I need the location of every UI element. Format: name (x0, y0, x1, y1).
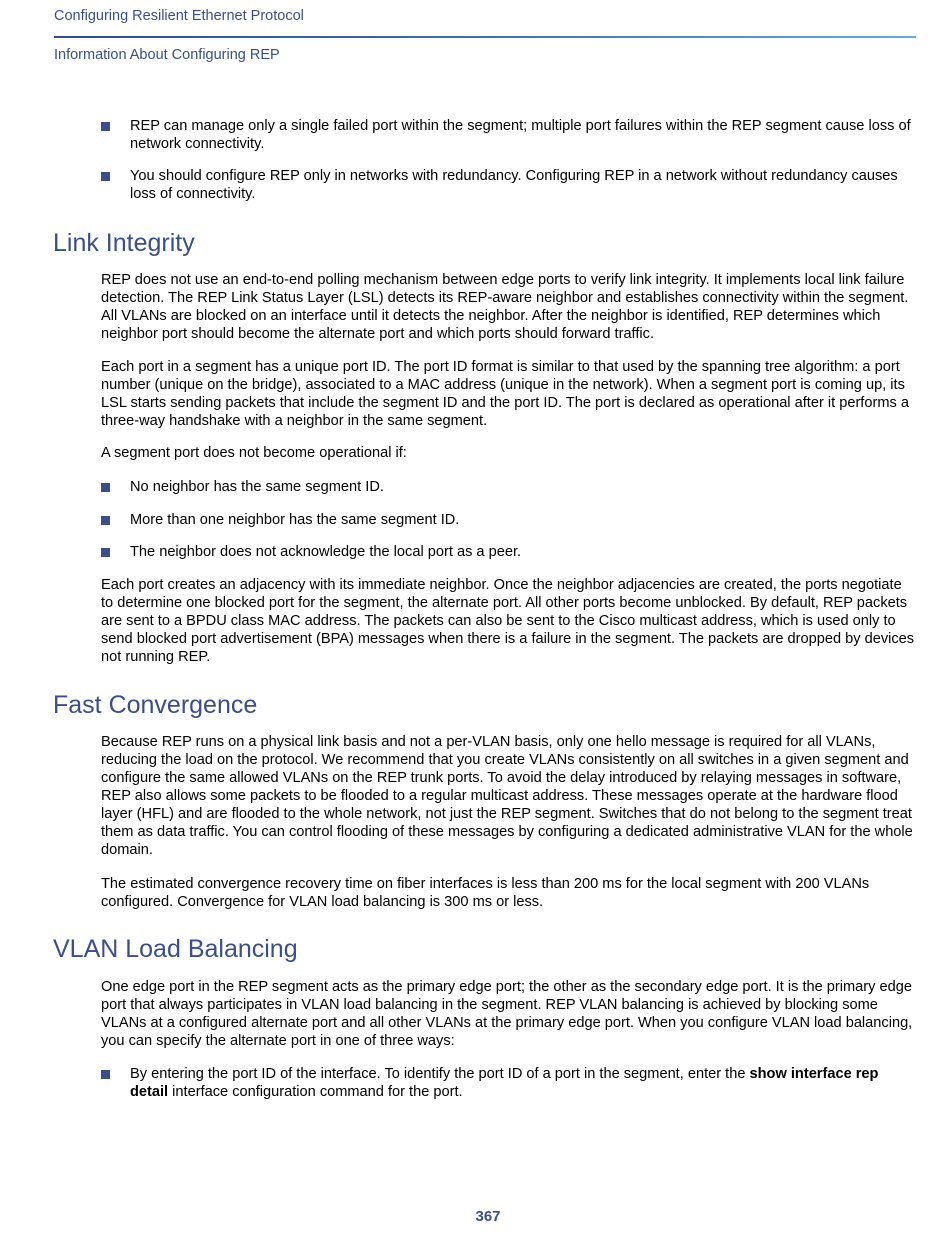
bullet-square-icon (101, 548, 110, 557)
list-item-text: REP can manage only a single failed port within the segment; multiple port failures within the REP segment cause loss of network connectivity. (130, 118, 911, 152)
paragraph: The estimated convergence recovery time on fiber interfaces is less than 200 ms for the local segment with 200 VLANs configured. Convergence for VLAN load balancing is 300 ms or less. (101, 876, 870, 910)
list-item-text: You should configure REP only in networks with redundancy. Configuring REP in a network without redundancy causes loss of connectivity. (130, 168, 898, 202)
command-name: show interface rep detail (130, 1066, 879, 1100)
paragraph: Each port creates an adjacency with its immediate neighbor. Once the neighbor adjacencies are created, the ports negotiate to determine one blocked port for the segment, the alternate port. All other ports become unblocked. By default, REP packets are sent to a BPDU class MAC address. The packets can also be sent to the Cisco multicast address, which is used only to send blocked port advertisement (BPA) messages when there is a failure in the segment. The packets are dropped by devices not running REP. (101, 577, 915, 665)
heading-link-integrity: Link Integrity (53, 229, 195, 257)
list-item (101, 1065, 913, 1101)
paragraph: Each port in a segment has a unique port ID. The port ID format is similar to that used by the spanning tree algorithm: a port number (unique on the bridge), associated to a MAC address (unique in the network). When a segment port is coming up, its LSL starts sending packets that include the segment ID and the port ID. The port is declared as operational after it performs a three-way handshake with a neighbor in the same segment. (101, 359, 909, 429)
chapter-title: Configuring Resilient Ethernet Protocol (54, 8, 304, 24)
paragraph: One edge port in the REP segment acts as the primary edge port; the other as the secondary edge port. It is the primary edge port that always participates in VLAN load balancing in the segment. REP VLAN balancing is achieved by blocking some VLANs at a configured alternate port and all other VLANs at the primary edge port. When you configure VLAN load balancing, you can specify the alternate port in one of three ways: (101, 979, 913, 1049)
bullet-square-icon (101, 1070, 110, 1079)
page-number: 367 (475, 1208, 501, 1225)
list-item (101, 117, 913, 153)
list-item (101, 167, 913, 203)
list-item-text: The neighbor does not acknowledge the local port as a peer. (130, 544, 522, 560)
list-item (101, 511, 913, 529)
paragraph: A segment port does not become operational if: (101, 445, 407, 461)
list-item-text-part: interface configuration command for the port. (168, 1084, 463, 1100)
list-item-text (130, 1065, 913, 1101)
bullet-square-icon (101, 122, 110, 131)
list-item-text: No neighbor has the same segment ID. (130, 479, 384, 495)
list-item (101, 543, 913, 561)
paragraph: Because REP runs on a physical link basis and not a per-VLAN basis, only one hello message is required for all VLANs, reducing the load on the protocol. We recommend that you create VLANs consistently on all switches in a given segment and configure the same allowed VLANs on the REP trunk ports. To avoid the delay introduced by relaying messages in software, REP also allows some packets to be flooded to a regular multicast address. These messages operate at the hardware flood layer (HFL) and are flooded to the whole network, not just the REP segment. Switches that do not belong to the segment treat them as data traffic. You can control flooding of these messages by configuring a dedicated administrative VLAN for the whole domain. (101, 734, 913, 858)
list-item-text: More than one neighbor has the same segment ID. (130, 512, 460, 528)
bullet-square-icon (101, 172, 110, 181)
list-item (101, 478, 913, 496)
list-item-text-part: By entering the port ID of the interface. To identify the port ID of a port in the segment, enter the (130, 1066, 750, 1082)
bullet-square-icon (101, 483, 110, 492)
header-rule (54, 36, 916, 38)
heading-fast-convergence: Fast Convergence (53, 691, 258, 719)
bullet-square-icon (101, 516, 110, 525)
running-section-title: Information About Configuring REP (54, 47, 280, 63)
heading-vlan-load-balancing: VLAN Load Balancing (53, 935, 298, 963)
paragraph: REP does not use an end-to-end polling mechanism between edge ports to verify link integrity. It implements local link failure detection. The REP Link Status Layer (LSL) detects its REP-aware neighbor and establishes connectivity within the segment. All VLANs are blocked on an interface until it detects the neighbor. After the neighbor is identified, REP determines which neighbor port should become the alternate port and which ports should forward traffic. (101, 272, 909, 342)
